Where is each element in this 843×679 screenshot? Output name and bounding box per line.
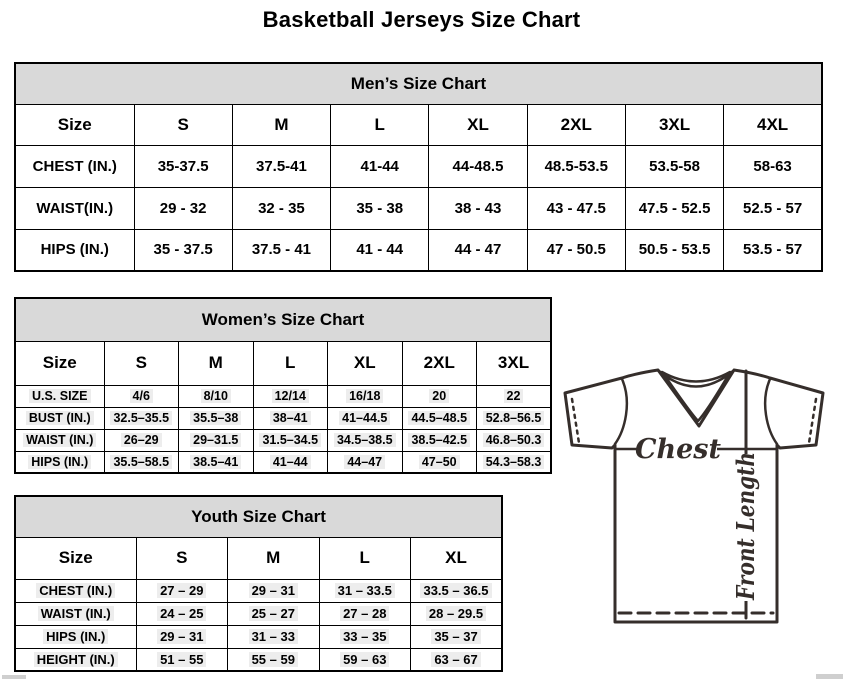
row-label-text: CHEST (IN.) <box>32 157 117 175</box>
column-header-text: Size <box>58 548 93 567</box>
size-value-cell-text: 34.5–38.5 <box>334 433 396 447</box>
jersey-diagram-svg <box>562 364 826 628</box>
row-label-text: CHEST (IN.) <box>36 583 115 598</box>
size-value-cell-text: 54.3–58.3 <box>483 455 545 469</box>
womens-size-chart-table <box>14 297 552 474</box>
row-label <box>15 385 104 407</box>
jersey-measurement-diagram <box>562 364 826 628</box>
size-value-cell-text: 58-63 <box>753 157 792 175</box>
table-title-text: Women’s Size Chart <box>201 309 365 329</box>
table-row <box>15 385 551 407</box>
size-value-cell-text: 31.5–34.5 <box>259 433 321 447</box>
table-header-row <box>15 537 502 579</box>
size-value-cell <box>402 451 477 473</box>
row-label <box>15 229 134 271</box>
row-label <box>15 429 104 451</box>
table-title-row <box>15 496 502 537</box>
size-value-cell-text: 46.8–50.3 <box>483 433 545 447</box>
size-value-cell-text: 35.5–38 <box>190 411 241 425</box>
size-value-cell <box>625 187 723 229</box>
column-header-text: XL <box>353 353 376 372</box>
table-title <box>15 496 502 537</box>
size-value-cell <box>319 625 411 648</box>
size-value-cell <box>331 229 429 271</box>
size-value-cell <box>477 451 552 473</box>
size-value-cell <box>402 385 477 407</box>
size-value-cell-text: 29 - 32 <box>159 199 207 217</box>
column-header-text: Size <box>57 114 92 134</box>
size-value-cell <box>319 602 411 625</box>
column-header-text: 2XL <box>423 353 455 372</box>
table-row <box>15 429 551 451</box>
column-header-text: M <box>266 548 281 567</box>
column-header-text: Size <box>42 353 77 372</box>
row-label <box>15 145 134 187</box>
size-value-cell-text: 22 <box>504 389 524 403</box>
size-value-cell <box>429 187 527 229</box>
size-value-cell <box>527 187 625 229</box>
size-value-cell <box>411 579 503 602</box>
size-value-cell-text: 53.5 - 57 <box>742 241 803 259</box>
size-value-cell-text: 38 - 43 <box>454 199 502 217</box>
column-header <box>15 537 136 579</box>
size-value-cell <box>104 407 179 429</box>
size-value-cell-text: 43 - 47.5 <box>546 199 606 217</box>
chest-label: Chest <box>635 434 721 465</box>
row-label <box>15 648 136 671</box>
size-value-cell <box>136 579 228 602</box>
size-value-cell-text: 8/10 <box>201 389 231 403</box>
size-value-cell-text: 59 – 63 <box>340 652 389 667</box>
column-header <box>179 341 254 385</box>
table-title-text: Youth Size Chart <box>191 506 326 526</box>
size-value-cell <box>179 451 254 473</box>
column-header <box>15 341 104 385</box>
size-value-cell <box>104 451 179 473</box>
scrollbar-fragment-left[interactable] <box>2 675 26 679</box>
row-label-text: WAIST (IN.) <box>38 606 114 621</box>
size-value-cell <box>477 407 552 429</box>
size-value-cell-text: 27 – 28 <box>340 606 389 621</box>
size-value-cell-text: 35.5–58.5 <box>110 455 172 469</box>
size-value-cell <box>104 385 179 407</box>
size-value-cell <box>319 648 411 671</box>
table-title-row <box>15 298 551 341</box>
front-length-label: Front Length <box>731 422 760 600</box>
size-value-cell-text: 31 – 33 <box>249 629 298 644</box>
size-value-cell-text: 31 – 33.5 <box>335 583 395 598</box>
size-value-cell-text: 52.5 - 57 <box>742 199 803 217</box>
size-value-cell-text: 4/6 <box>130 389 153 403</box>
table-row <box>15 451 551 473</box>
column-header-text: L <box>374 114 385 134</box>
size-value-cell <box>527 229 625 271</box>
size-value-cell-text: 37.5-41 <box>255 157 307 175</box>
column-header-text: M <box>208 353 223 372</box>
column-header <box>429 104 527 145</box>
column-header <box>253 341 328 385</box>
size-value-cell-text: 29–31.5 <box>190 433 241 447</box>
size-value-cell <box>319 579 411 602</box>
size-value-cell <box>228 625 320 648</box>
size-value-cell-text: 28 – 29.5 <box>426 606 486 621</box>
size-value-cell <box>328 429 403 451</box>
row-label-text: HEIGHT (IN.) <box>34 652 118 667</box>
column-header-text: XL <box>445 548 467 567</box>
table-row <box>15 187 822 229</box>
size-value-cell-text: 29 – 31 <box>157 629 206 644</box>
size-value-cell <box>134 145 232 187</box>
row-label-text: HIPS (IN.) <box>43 629 108 644</box>
column-header-text: M <box>274 114 289 134</box>
size-value-cell <box>104 429 179 451</box>
column-header-text: 3XL <box>497 353 530 372</box>
size-value-cell <box>328 407 403 429</box>
table-row <box>15 145 822 187</box>
size-value-cell <box>429 145 527 187</box>
table-row <box>15 579 502 602</box>
size-value-cell <box>402 407 477 429</box>
size-value-cell <box>179 385 254 407</box>
column-header-text: 3XL <box>658 114 691 134</box>
table-row <box>15 229 822 271</box>
page-title: Basketball Jerseys Size Chart <box>262 7 581 32</box>
column-header-text: 2XL <box>560 114 592 134</box>
size-value-cell-text: 41–44 <box>270 455 311 469</box>
column-header <box>331 104 429 145</box>
size-value-cell-text: 32 - 35 <box>258 199 305 217</box>
column-header <box>724 104 822 145</box>
size-value-cell-text: 33 – 35 <box>340 629 389 644</box>
column-header <box>15 104 134 145</box>
size-value-cell <box>411 625 503 648</box>
row-label-text: HIPS (IN.) <box>28 455 91 469</box>
size-value-cell-text: 26–29 <box>121 433 162 447</box>
column-header <box>319 537 411 579</box>
size-value-cell <box>724 145 822 187</box>
size-value-cell-text: 12/14 <box>272 389 309 403</box>
column-header <box>228 537 320 579</box>
row-label <box>15 579 136 602</box>
size-value-cell-text: 38–41 <box>270 411 311 425</box>
size-value-cell-text: 47–50 <box>419 455 460 469</box>
size-value-cell-text: 51 – 55 <box>157 652 206 667</box>
table-title <box>15 298 551 341</box>
table-title-row <box>15 63 822 104</box>
size-value-cell-text: 25 – 27 <box>249 606 298 621</box>
size-value-cell-text: 44-48.5 <box>452 157 504 175</box>
size-value-cell <box>331 145 429 187</box>
row-label <box>15 625 136 648</box>
size-value-cell-text: 48.5-53.5 <box>544 157 608 175</box>
size-value-cell-text: 29 – 31 <box>249 583 298 598</box>
size-value-cell-text: 32.5–35.5 <box>110 411 172 425</box>
mens-size-chart-table <box>14 62 823 272</box>
size-value-cell <box>232 229 330 271</box>
table-title-text: Men’s Size Chart <box>350 73 487 93</box>
row-label-text: HIPS (IN.) <box>40 241 109 259</box>
size-value-cell <box>328 385 403 407</box>
size-value-cell <box>136 602 228 625</box>
table-header-row <box>15 341 551 385</box>
size-value-cell-text: 16/18 <box>346 389 383 403</box>
column-header <box>232 104 330 145</box>
youth-size-chart-table <box>14 495 503 672</box>
table-title <box>15 63 822 104</box>
size-value-cell <box>136 648 228 671</box>
size-value-cell <box>232 187 330 229</box>
size-value-cell-text: 63 – 67 <box>431 652 480 667</box>
size-value-cell-text: 41-44 <box>360 157 399 175</box>
size-value-cell-text: 35 - 38 <box>356 199 404 217</box>
size-value-cell-text: 41 - 44 <box>356 241 404 259</box>
column-header <box>625 104 723 145</box>
table-header-row <box>15 104 822 145</box>
size-value-cell <box>402 429 477 451</box>
scrollbar-fragment-right[interactable] <box>816 674 843 679</box>
size-value-cell <box>232 145 330 187</box>
size-value-cell-text: 47.5 - 52.5 <box>638 199 711 217</box>
size-value-cell-text: 44–47 <box>344 455 385 469</box>
column-header <box>402 341 477 385</box>
column-header-text: S <box>135 353 147 372</box>
size-value-cell <box>253 407 328 429</box>
size-value-cell <box>724 229 822 271</box>
size-value-cell-text: 35-37.5 <box>157 157 209 175</box>
size-value-cell <box>136 625 228 648</box>
table-row <box>15 407 551 429</box>
size-value-cell <box>134 187 232 229</box>
column-header <box>477 341 552 385</box>
size-value-cell <box>253 385 328 407</box>
size-value-cell-text: 38.5–41 <box>190 455 241 469</box>
column-header-text: XL <box>467 114 489 134</box>
size-value-cell <box>477 429 552 451</box>
size-value-cell-text: 37.5 - 41 <box>251 241 312 259</box>
row-label <box>15 187 134 229</box>
size-value-cell <box>134 229 232 271</box>
size-value-cell <box>228 648 320 671</box>
size-value-cell <box>179 429 254 451</box>
size-value-cell <box>625 145 723 187</box>
column-header-text: S <box>177 114 189 134</box>
column-header <box>328 341 403 385</box>
size-value-cell-text: 50.5 - 53.5 <box>638 241 711 259</box>
size-value-cell-text: 27 – 29 <box>157 583 206 598</box>
table-row <box>15 648 502 671</box>
size-value-cell <box>527 145 625 187</box>
row-label-text: WAIST(IN.) <box>36 199 114 217</box>
row-label-text: WAIST (IN.) <box>23 433 96 447</box>
row-label <box>15 451 104 473</box>
size-value-cell-text: 52.8–56.5 <box>483 411 545 425</box>
column-header-text: 4XL <box>757 114 789 134</box>
size-value-cell <box>253 429 328 451</box>
size-value-cell-text: 44.5–48.5 <box>408 411 470 425</box>
size-value-cell <box>228 579 320 602</box>
size-value-cell <box>411 602 503 625</box>
size-value-cell-text: 53.5-58 <box>649 157 700 175</box>
row-label-text: BUST (IN.) <box>26 411 94 425</box>
size-value-cell <box>331 187 429 229</box>
size-value-cell-text: 47 - 50.5 <box>546 241 606 259</box>
size-value-cell-text: 55 – 59 <box>249 652 298 667</box>
column-header <box>136 537 228 579</box>
table-row <box>15 602 502 625</box>
size-value-cell-text: 20 <box>429 389 449 403</box>
size-value-cell <box>429 229 527 271</box>
jersey-outline <box>565 370 823 622</box>
size-value-cell-text: 44 - 47 <box>454 241 502 259</box>
size-value-cell <box>328 451 403 473</box>
column-header <box>134 104 232 145</box>
row-label <box>15 407 104 429</box>
size-value-cell <box>477 385 552 407</box>
column-header-text: L <box>359 548 370 567</box>
size-value-cell-text: 33.5 – 36.5 <box>420 583 491 598</box>
size-value-cell-text: 35 - 37.5 <box>153 241 213 259</box>
size-value-cell <box>228 602 320 625</box>
column-header <box>104 341 179 385</box>
size-value-cell-text: 24 – 25 <box>157 606 206 621</box>
size-value-cell-text: 35 – 37 <box>431 629 480 644</box>
row-label-text: U.S. SIZE <box>29 389 91 403</box>
size-value-cell <box>179 407 254 429</box>
size-value-cell-text: 38.5–42.5 <box>408 433 470 447</box>
table-row <box>15 625 502 648</box>
column-header <box>527 104 625 145</box>
column-header-text: L <box>285 353 296 372</box>
size-value-cell <box>253 451 328 473</box>
size-value-cell <box>625 229 723 271</box>
size-value-cell <box>724 187 822 229</box>
size-value-cell <box>411 648 503 671</box>
row-label <box>15 602 136 625</box>
column-header-text: S <box>176 548 188 567</box>
size-value-cell-text: 41–44.5 <box>339 411 390 425</box>
column-header <box>411 537 503 579</box>
